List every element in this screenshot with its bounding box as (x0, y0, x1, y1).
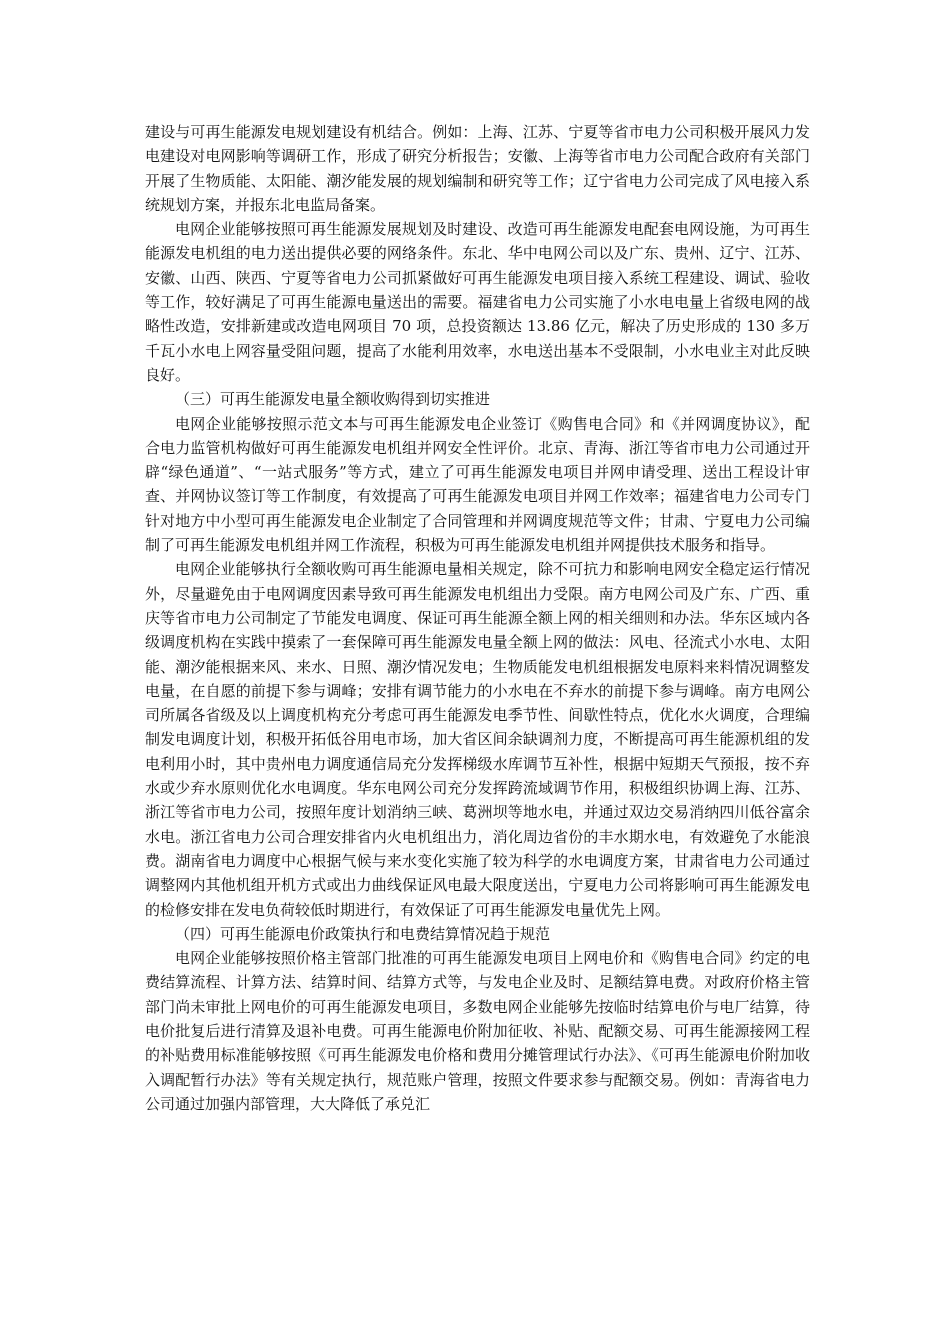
paragraph-continued: 建设与可再生能源发电规划建设有机结合。例如：上海、江苏、宁夏等省市电力公司积极开展风力发电建设对电网影响等调研工作，形成了研究分析报告；安徽、上海等省市电力公司配合政府有关部门开展了生物质能、太阳能、潮汐能发展的规划编制和研究等工作；辽宁省电力公司完成了风电接入系统规划方案，并报东北电监局备案。 (145, 123, 810, 214)
paragraph-pricing: 电网企业能够按照价格主管部门批准的可再生能源发电项目上网电价和《购售电合同》约定的电费结算流程、计算方法、结算时间、结算方式等，与发电企业及时、足额结算电费。对政府价格主管部门尚未审批上网电价的可再生能源发电项目，多数电网企业能够先按临时结算电价与电厂结算，待电价批复后进行清算及退补电费。可再生能源电价附加征收、补贴、配额交易、可再生能源接网工程的补贴费用标准能够按照《可再生能源发电价格和费用分摊管理试行办法》、《可再生能源电价附加收入调配暂行办法》等有关规定执行，规范账户管理，按照文件要求参与配额交易。例如：青海省电力公司通过加强内部管理，大大降低了承兑汇 (145, 949, 810, 1113)
section-heading-4: （四）可再生能源电价政策执行和电费结算情况趋于规范 (175, 924, 551, 943)
paragraph-contracts: 电网企业能够按照示范文本与可再生能源发电企业签订《购售电合同》和《并网调度协议》，配合电力监管机构做好可再生能源发电机组并网安全性评价。北京、青海、浙江等省市电力公司通过开辟“绿色通道”、“一站式服务”等方式，建立了可再生能源发电项目并网申请受理、送出工程设计审查、并网协议签订等工作制度，有效提高了可再生能源发电项目并网工作效率；福建省电力公司专门针对地方中小型可再生能源发电企业制定了合同管理和并网调度规范等文件；甘肃、宁夏电力公司编制了可再生能源发电机组并网工作流程，积极为可再生能源发电机组并网提供技术服务和指导。 (145, 414, 810, 555)
section-heading-3: （三）可再生能源发电量全额收购得到切实推进 (175, 390, 491, 409)
document-page (145, 120, 810, 1116)
paragraph-grid-construction: 电网企业能够按照可再生能源发展规划及时建设、改造可再生能源发电配套电网设施，为可再生能源发电机组的电力送出提供必要的网络条件。东北、华中电网公司以及广东、贵州、辽宁、江苏、安徽、山西、陕西、宁夏等省电力公司抓紧做好可再生能源发电项目接入系统工程建设、调试、验收等工作，较好满足了可再生能源电量送出的需要。福建省电力公司实施了小水电电量上省级电网的战略性改造，安排新建或改造电网项目 70 项，总投资额达 13.86 亿元，解决了历史形成的 130 多万千瓦小水电上网容量受阻问题，提高了水能利用效率，水电送出基本不受限制，小水电业主对此反映良好。 (145, 220, 810, 384)
paragraph-full-purchase: 电网企业能够执行全额收购可再生能源电量相关规定，除不可抗力和影响电网安全稳定运行情况外，尽量避免由于电网调度因素导致可再生能源发电机组出力受限。南方电网公司及广东、广西、重庆等省市电力公司制定了节能发电调度、保证可再生能源全额上网的相关细则和办法。华东区域内各级调度机构在实践中摸索了一套保障可再生能源发电量全额上网的做法：风电、径流式小水电、太阳能、潮汐能根据来风、来水、日照、潮汐情况发电；生物质能发电机组根据发电原料来料情况调整发电量，在自愿的前提下参与调峰；安排有调节能力的小水电在不弃水的前提下参与调峰。南方电网公司所属各省级及以上调度机构充分考虑可再生能源发电季节性、间歇性特点，优化水火调度，合理编制发电调度计划，积极开拓低谷用电市场，加大省区间余缺调剂力度，不断提高可再生能源机组的发电利用小时，其中贵州电力调度通信局充分发挥梯级水库调节互补性，根据中短期天气预报，按不弃水或少弃水原则优化水电调度。华东电网公司充分发挥跨流域调节作用，积极组织协调上海、江苏、浙江等省市电力公司，按照年度计划消纳三峡、葛洲坝等地水电，并通过双边交易消纳四川低谷富余水电。浙江省电力公司合理安排省内火电机组出力，消化周边省份的丰水期水电，有效避免了水能浪费。湖南省电力调度中心根据气候与来水变化实施了较为科学的水电调度方案，甘肃省电力公司通过调整网内其他机组开机方式或出力曲线保证风电最大限度送出，宁夏电力公司将影响可再生能源发电的检修安排在发电负荷较低时期进行，有效保证了可再生能源发电量优先上网。 (145, 560, 810, 919)
